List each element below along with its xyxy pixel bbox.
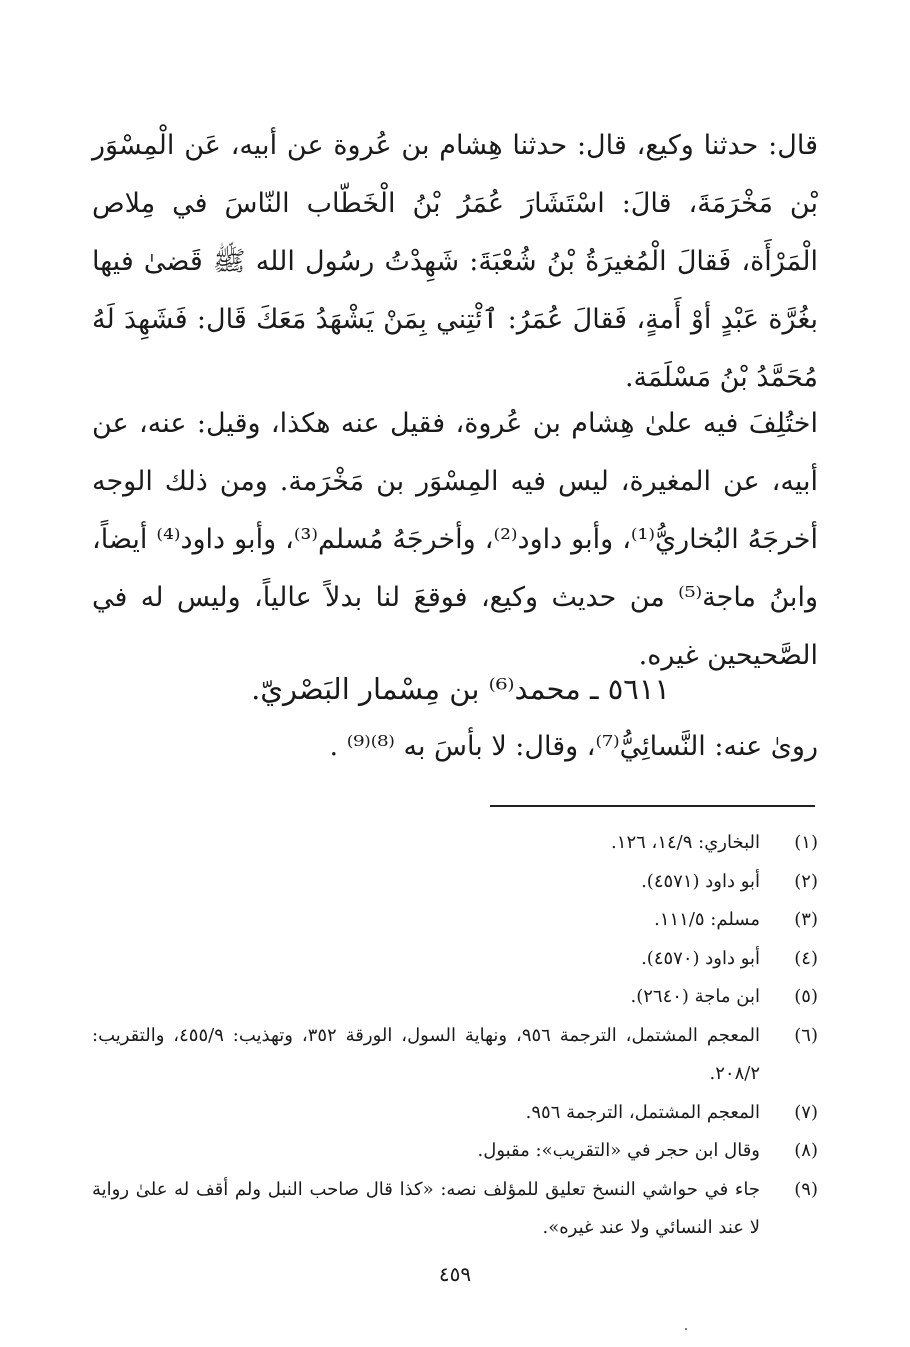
commentary-paragraph: اختُلِفَ فيه علىٰ هِشام بن عُروة، فقيل عنه هكذا، وقيل: عنه، عن أبيه، عن المغيرة، ليس فيه المِسْوَر بن مَخْرَمة. ومن ذلك الوجه أخرجَهُ البُخاريُّ⁽¹⁾، وأبو داود⁽²⁾، وأخرجَهُ مُسلم⁽³⁾، وأبو داود⁽⁴⁾ أيضاً، وابنُ ماجة⁽⁵⁾ من حديث وكيع، فوقعَ لنا بدلاً عالياً، وليس له في الصَّحيحين غيره. (92, 408, 818, 671)
footnote-text: أبو داود (٤٥٧٠). (641, 947, 760, 969)
footnote-text: مسلم: ١١١/٥. (654, 909, 760, 930)
page-number: ٤٥٩ (438, 1262, 472, 1286)
footnote-text: وقال ابن حجر في «التقريب»: مقبول. (477, 1140, 760, 1161)
footnote-divider (490, 805, 815, 807)
footnote-item (92, 1094, 818, 1133)
footnote-text: ابن ماجة (٢٦٤٠). (630, 986, 760, 1007)
footnote-number: (١) (794, 832, 818, 853)
biography-entry-heading: ٥٦١١ ـ محمد⁽⁶⁾ بن مِسْمار البَصْريّ. (251, 672, 670, 706)
footnote-number: (٦) (794, 1024, 818, 1046)
footnote-text: المعجم المشتمل، الترجمة ٩٥٦، ونهاية السول، الورقة ٣٥٢، وتهذيب: ٤٥٥/٩، والتقريب: ٢٠٨/٢. (92, 1024, 760, 1084)
footnote-item (92, 1132, 818, 1171)
footnote-number: (٩) (794, 1178, 818, 1200)
footnote-number: (٥) (794, 986, 818, 1007)
footnote-item (92, 1171, 818, 1248)
footnote-item (92, 940, 818, 979)
scan-speck (685, 1328, 687, 1330)
footnote-text: البخاري: ١٤/٩، ١٢٦. (611, 832, 760, 853)
hadith-paragraph: قال: حدثنا وكيع، قال: حدثنا هِشام بن عُروة عن أبيه، عَن الْمِسْوَر بْن مَخْرَمَةَ، قالَ: اسْتَشَارَ عُمَرُ بْنُ الْخَطّاب النّاسَ في مِلاص الْمَرْأَة، فَقالَ الْمُغيرَةُ بْنُ شُعْبَةَ: شَهِدْتُ رسُول الله ﷺ قَضىٰ فيها بغُرَّة عَبْدٍ أوْ أَمةٍ، فَقالَ عُمَرُ: ٱئْتِني بِمَنْ يَشْهَدُ مَعَكَ قَال: فَشَهِدَ لَهُ مُحَمَّدُ بْنُ مَسْلَمَة. (92, 130, 819, 393)
footnote-number: (٧) (794, 1101, 818, 1123)
footnote-number: (٣) (794, 909, 818, 930)
footnote-text: أبو داود (٤٥٧١). (641, 870, 760, 892)
footnote-text: المعجم المشتمل، الترجمة ٩٥٦. (525, 1101, 760, 1123)
footnote-item (92, 863, 818, 902)
footnote-item (92, 1017, 818, 1094)
footnote-number: (٢) (794, 870, 818, 892)
footnote-item (92, 978, 818, 1017)
footnotes-list (92, 824, 818, 1248)
footnote-number: (٤) (794, 947, 818, 969)
footnote-item (92, 824, 818, 863)
biography-entry-narrators: روىٰ عنه: النَّسائِيُّ⁽⁷⁾، وقال: لا بأسَ به ⁽⁸⁾⁽⁹⁾ . (329, 731, 818, 762)
footnote-number: (٨) (794, 1140, 818, 1161)
footnote-item (92, 901, 818, 940)
footnote-text: جاء في حواشي النسخ تعليق للمؤلف نصه: «كذا قال صاحب النبل ولم أقف له علىٰ رواية لا عند النسائي ولا عند غيره». (92, 1178, 760, 1238)
